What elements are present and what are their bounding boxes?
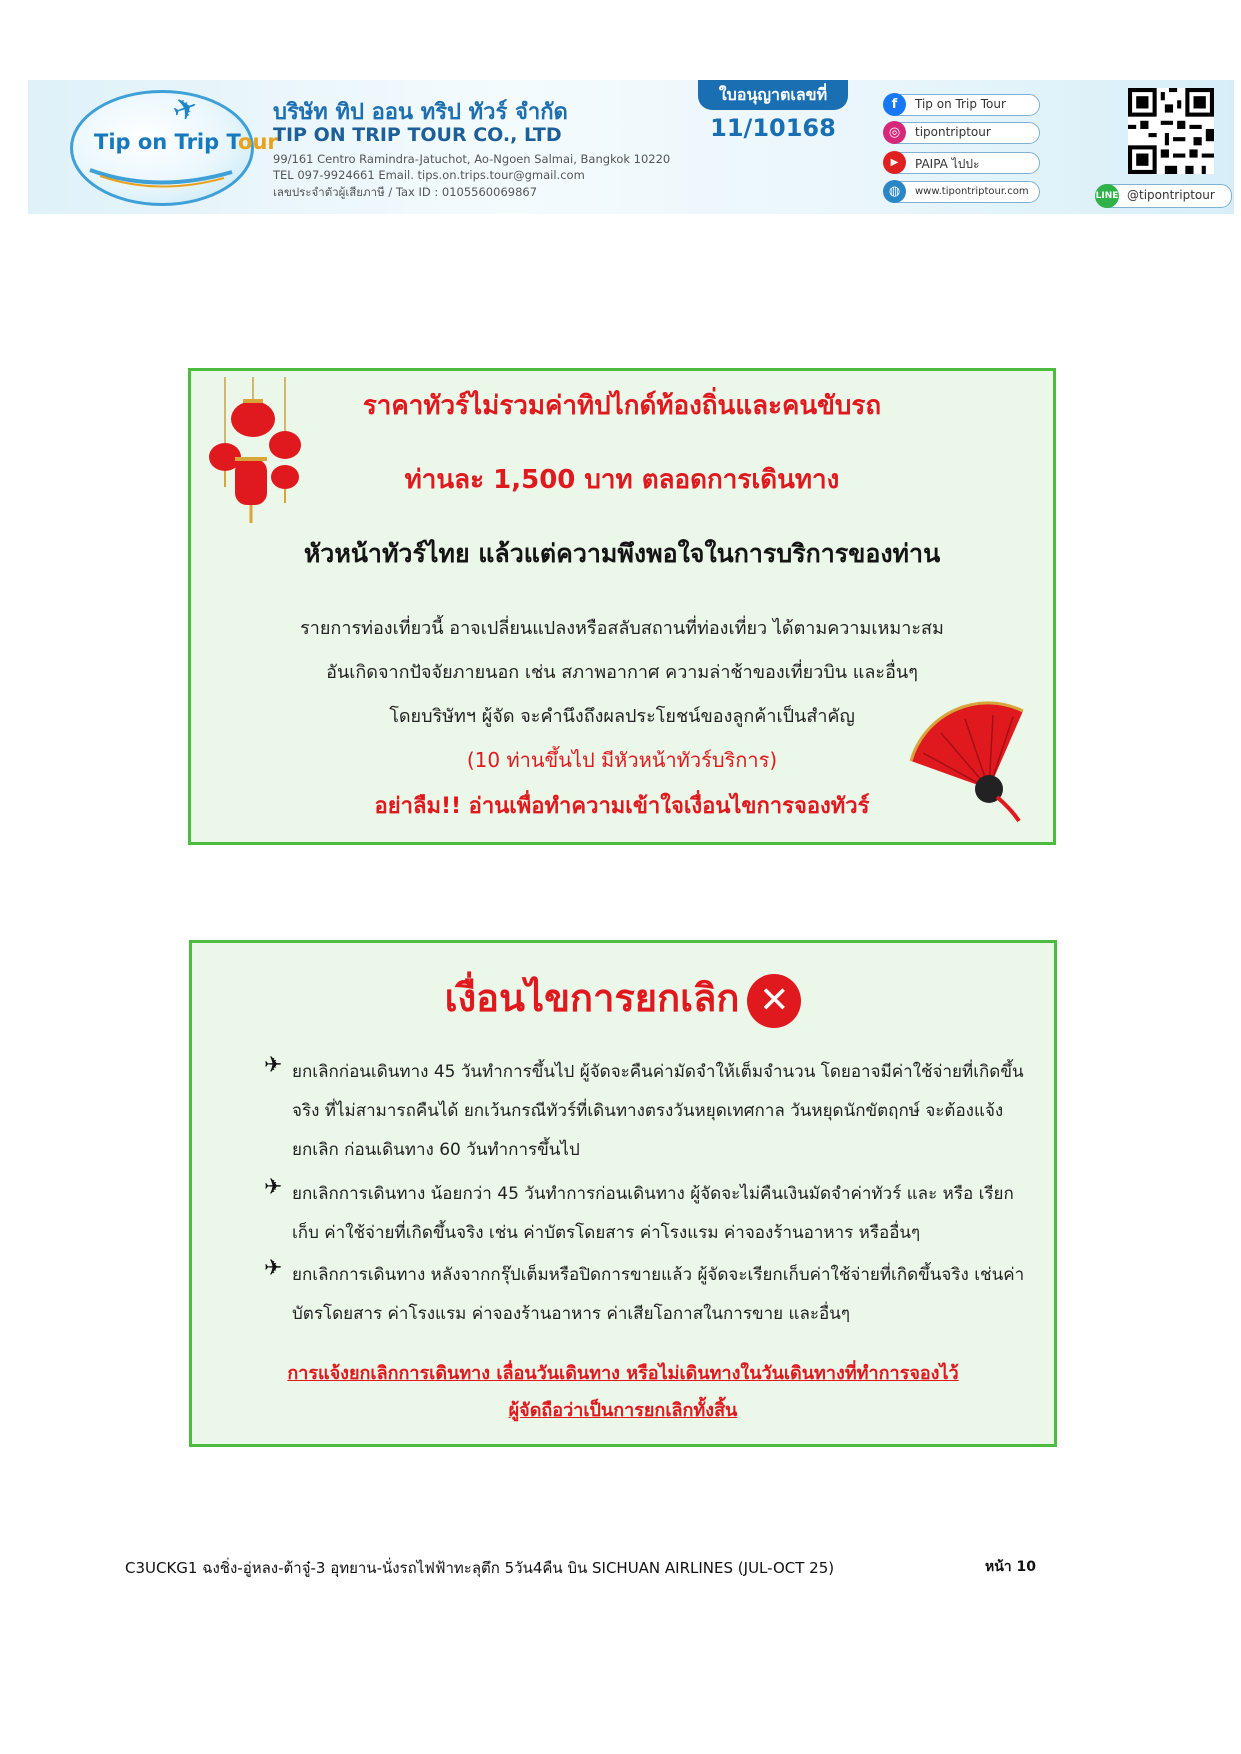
read-conditions-note: อย่าลืม!! อ่านเพื่อทำความเข้าใจเงื่อนไขการจองทัวร์: [374, 794, 870, 819]
social-instagram[interactable]: [884, 122, 1040, 144]
tip-note-heading: ราคาทัวร์ไม่รวมค่าทิปไกด์ท้องถิ่นและคนขับรถ: [362, 391, 882, 421]
cancellation-title: [192, 967, 1054, 1028]
tip-info-box: [188, 368, 1056, 845]
license-number: 11/10168: [710, 114, 836, 142]
social-website[interactable]: [884, 181, 1040, 203]
social-facebook[interactable]: [884, 94, 1040, 116]
company-name-th: บริษัท ทิป ออน ทริป ทัวร์ จำกัด: [273, 100, 568, 125]
page-number: หน้า 10: [985, 1559, 1037, 1575]
facebook-icon: f: [883, 93, 906, 116]
social-line[interactable]: [1096, 184, 1232, 208]
group-size-note: (10 ท่านขึ้นไป มีหัวหน้าทัวร์บริการ): [466, 748, 778, 772]
social-label: Tip on Trip Tour: [915, 97, 1006, 111]
instagram-icon: ◎: [883, 121, 906, 144]
itinerary-note-2: อันเกิดจากปัจจัยภายนอก เช่น สภาพอากาศ ความล่าช้าของเที่ยวบิน และอื่นๆ: [326, 662, 918, 683]
cancellation-notice-2: ผู้จัดถือว่าเป็นการยกเลิกทั้งสิ้น: [508, 1400, 738, 1421]
company-contact: TEL 097-9924661 Email. tips.on.trips.tour@gmail.com: [273, 168, 585, 182]
airplane-icon: ✈: [167, 88, 204, 131]
tour-leader-note: หัวหน้าทัวร์ไทย แล้วแต่ความพึงพอใจในการบริการของท่าน: [303, 539, 941, 568]
social-label: tipontriptour: [915, 125, 991, 139]
cancellation-box: [189, 940, 1057, 1447]
logo-text-main: Tip on Trip T: [94, 130, 239, 154]
cancellation-title-text: เงื่อนไขการยกเลิก: [444, 976, 740, 1020]
cancellation-notice-1: การแจ้งยกเลิกการเดินทาง เลื่อนวันเดินทาง หรือไม่เดินทางในวันเดินทางที่ทำการจองไว้: [287, 1363, 959, 1384]
cancellation-rule-text: ยกเลิกการเดินทาง น้อยกว่า 45 วันทำการก่อนเดินทาง ผู้จัดจะไม่คืนเงินมัดจำค่าทัวร์ และ หรือ เรียกเก็บ ค่าใช้จ่ายที่เกิดขึ้นจริง เช่น ค่าบัตรโดยสาร ค่าโรงแรม ค่าจองร้านอาหาร หรืออื่นๆ: [292, 1184, 1014, 1243]
cancel-x-icon: ✕: [747, 974, 801, 1028]
logo-text: [94, 130, 278, 154]
header-banner: [28, 80, 1234, 214]
cancellation-rule-text: ยกเลิกการเดินทาง หลังจากกรุ๊ปเต็มหรือปิดการขายแล้ว ผู้จัดจะเรียกเก็บค่าใช้จ่ายที่เกิดขึ้นจริง เช่นค่า บัตรโดยสาร ค่าโรงแรม ค่าจองร้านอาหาร ค่าเสียโอกาสในการขาย และอื่นๆ: [292, 1265, 1025, 1324]
social-youtube[interactable]: [884, 152, 1040, 174]
social-label: www.tipontriptour.com: [915, 186, 1029, 197]
license-label: ใบอนุญาตเลขที่: [698, 80, 848, 110]
airplane-bullet-icon: ✈: [264, 1053, 283, 1078]
line-icon: LINE: [1095, 184, 1119, 208]
social-label: @tipontriptour: [1127, 188, 1215, 202]
youtube-icon: ▶: [883, 151, 906, 174]
itinerary-note-3: โดยบริษัทฯ ผู้จัด จะคำนึงถึงผลประโยชน์ของลูกค้าเป็นสำคัญ: [389, 706, 855, 727]
cancellation-rule-text: ยกเลิกก่อนเดินทาง 45 วันทำการขึ้นไป ผู้จัดจะคืนค่ามัดจำให้เต็มจำนวน โดยอาจมีค่าใช้จ่ายที่เกิดขึ้นจริง ที่ไม่สามารถคืนได้ ยกเว้นกรณีทัวร์ที่เดินทางตรงวันหยุดเทศกาล วันหยุดนักขัตฤกษ์ จะต้องแจ้งยกเลิก ก่อนเดินทาง 60 วันทำการขึ้นไป: [292, 1062, 1024, 1160]
social-label: PAIPA ไปปะ: [915, 157, 980, 171]
web-icon: ◍: [883, 180, 906, 203]
airplane-bullet-icon: ✈: [264, 1175, 283, 1200]
company-address: 99/161 Centro Ramindra-Jatuchot, Ao-Ngoen Salmai, Bangkok 10220: [273, 152, 671, 166]
company-name-en: TIP ON TRIP TOUR CO., LTD: [273, 124, 562, 146]
company-tax-id: เลขประจำตัวผู้เสียภาษี / Tax ID : 0105560069867: [273, 185, 538, 199]
itinerary-note-1: รายการท่องเที่ยวนี้ อาจเปลี่ยนแปลงหรือสลับสถานที่ท่องเที่ยว ได้ตามความเหมาะสม: [300, 618, 944, 639]
tip-price: ท่านละ 1,500 บาท ตลอดการเดินทาง: [404, 465, 840, 495]
footer-tour-code: C3UCKG1 ฉงชิ่ง-อู่หลง-ต้าจู๋-3 อุทยาน-นั่งรถไฟฟ้าทะลุตึก 5วัน4คืน บิน SICHUAN AIRLINES (JUL-OCT 25): [125, 1559, 835, 1577]
logo-text-accent: our: [238, 130, 278, 154]
airplane-bullet-icon: ✈: [264, 1256, 283, 1281]
swoosh-icon: [86, 164, 236, 190]
qr-code-icon: [1128, 88, 1214, 174]
